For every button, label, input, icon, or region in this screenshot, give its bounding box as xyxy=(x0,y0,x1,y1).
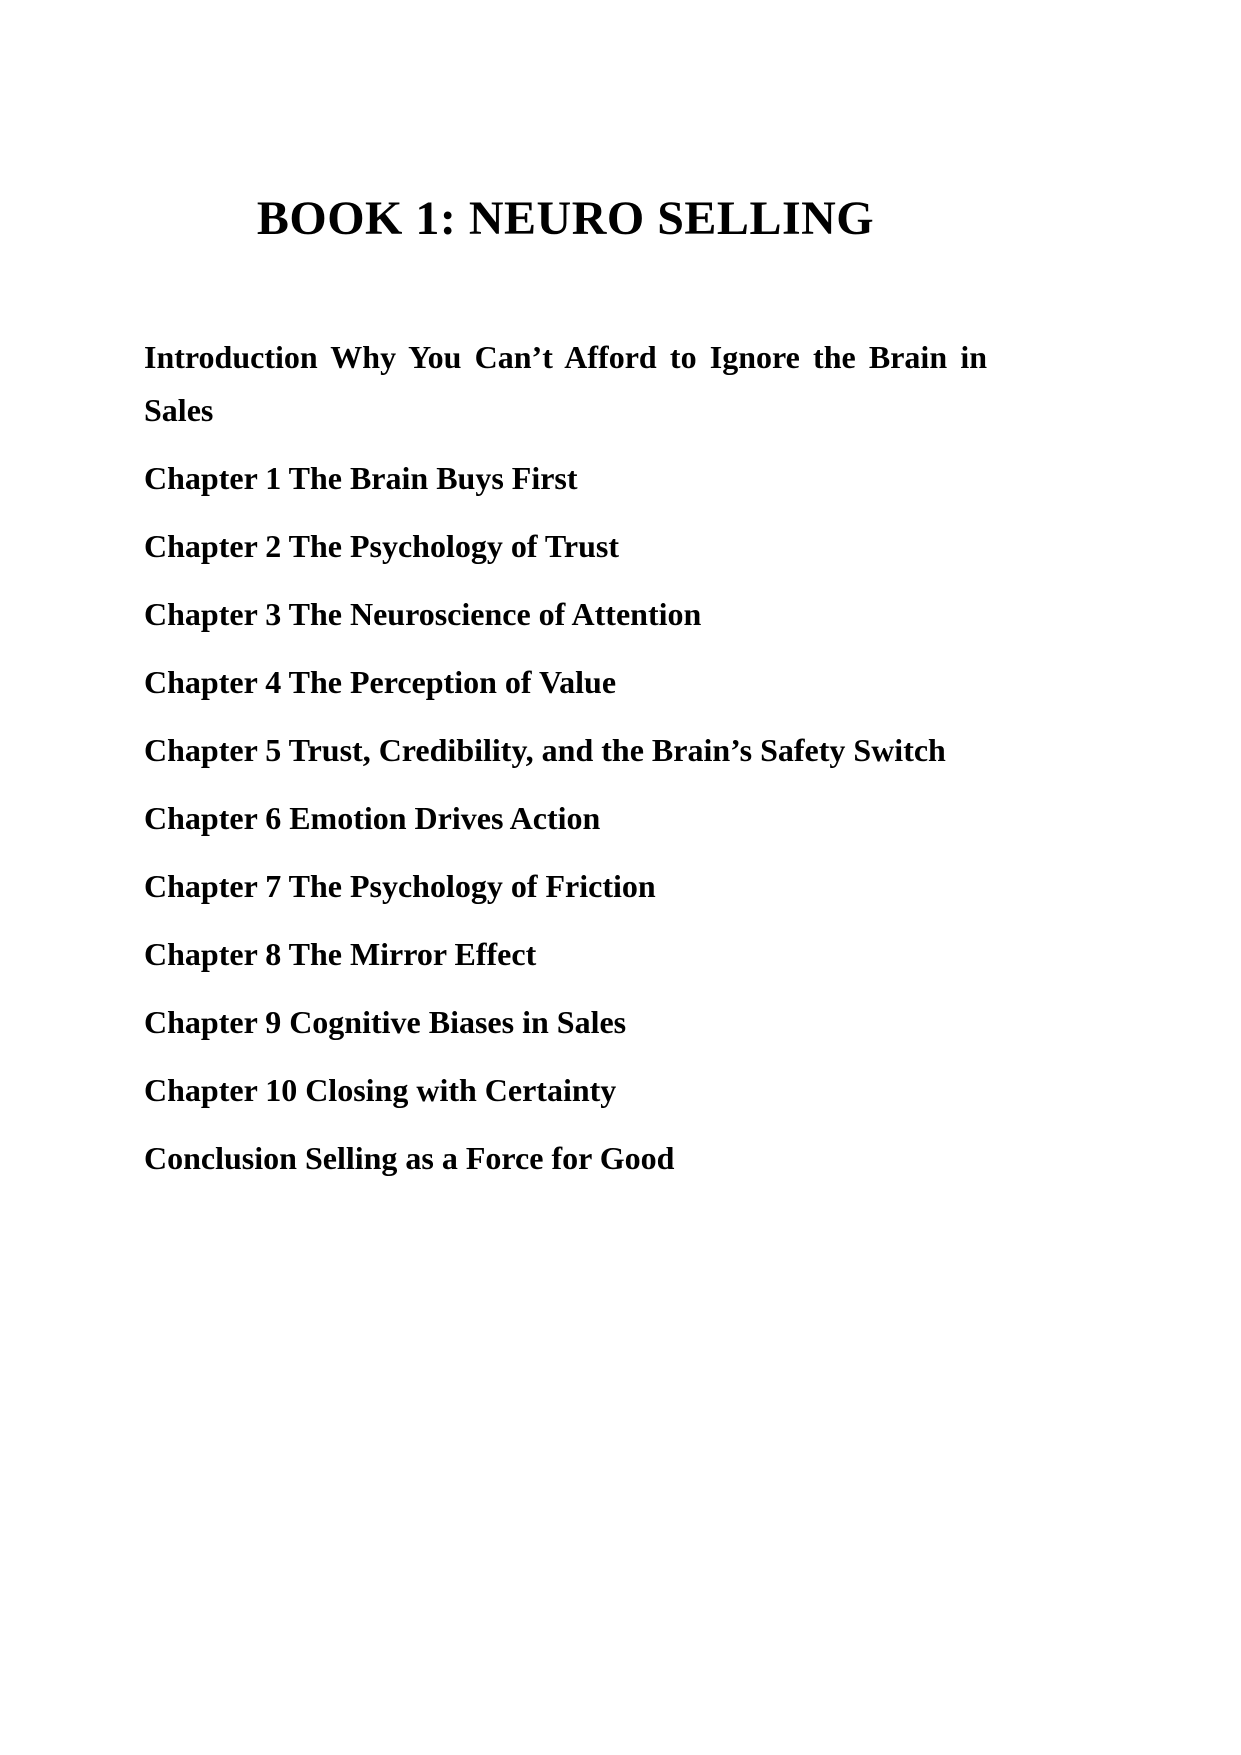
toc-entry-chapter-5: Chapter 5 Trust, Credibility, and the Brain’s Safety Switch xyxy=(144,731,946,768)
toc-entry-chapter-2: Chapter 2 The Psychology of Trust xyxy=(144,527,619,564)
toc-entry-chapter-3: Chapter 3 The Neuroscience of Attention xyxy=(144,595,702,632)
toc-entry-chapter-8: Chapter 8 The Mirror Effect xyxy=(144,935,537,972)
toc-entry-introduction: Introduction Why You Can’t Afford to Ignore the Brain in Sales xyxy=(144,338,987,428)
toc-entry-chapter-6: Chapter 6 Emotion Drives Action xyxy=(144,799,601,836)
toc-entry-chapter-10: Chapter 10 Closing with Certainty xyxy=(144,1071,617,1108)
toc-entry-chapter-9: Chapter 9 Cognitive Biases in Sales xyxy=(144,1003,627,1040)
toc-entry-chapter-7: Chapter 7 The Psychology of Friction xyxy=(144,867,656,904)
table-of-contents xyxy=(144,331,987,1185)
toc-entry-conclusion: Conclusion Selling as a Force for Good xyxy=(144,1139,675,1176)
toc-entry-chapter-1: Chapter 1 The Brain Buys First xyxy=(144,459,578,496)
toc-entry-chapter-4: Chapter 4 The Perception of Value xyxy=(144,663,617,700)
book-title: BOOK 1: NEURO SELLING xyxy=(256,192,875,245)
